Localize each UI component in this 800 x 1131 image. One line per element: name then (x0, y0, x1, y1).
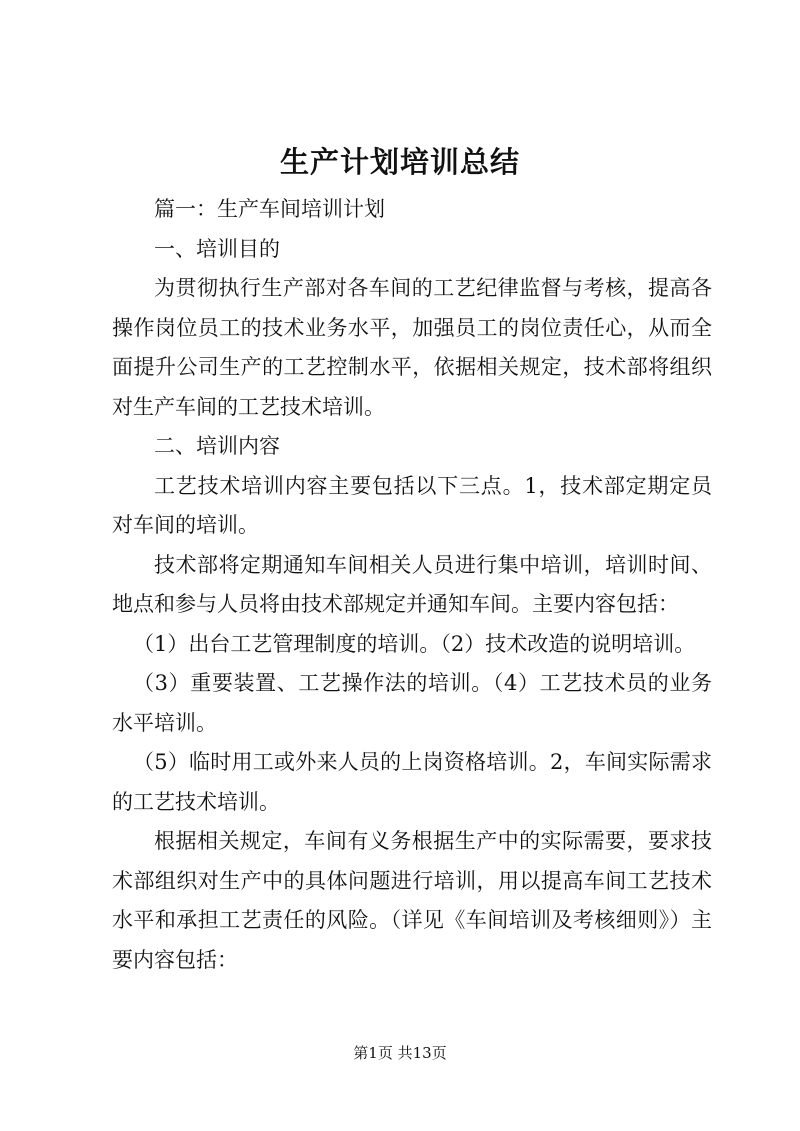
paragraph-list-items-3-4: （3）重要装置、工艺操作法的培训。（4）工艺技术员的业务水平培训。 (112, 671, 712, 735)
paragraph-section-heading: 篇一：生产车间培训计划 (154, 197, 385, 221)
document-body (112, 190, 712, 980)
paragraph-workshop-needs: 根据相关规定，车间有义务根据生产中的实际需要，要求技术部组织对生产中的具体问题进行培训，用以提高车间工艺技术水平和承担工艺责任的风险。（详见《车间培训及考核细则》）主要内容包括： (112, 829, 712, 972)
document-title: 生产计划培训总结 (279, 145, 520, 179)
page-number-footer: 第1页 共13页 (353, 1044, 447, 1062)
paragraph-training-purpose-heading: 一、培训目的 (154, 236, 280, 261)
paragraph-training-purpose: 为贯彻执行生产部对各车间的工艺纪律监督与考核，提高各操作岗位员工的技术业务水平，加强员工的岗位责任心，从而全面提升公司生产的工艺控制水平，依据相关规定，技术部将组织对生产车间的工艺技术培训。 (112, 276, 712, 419)
paragraph-list-item-5: （5）临时用工或外来人员的上岗资格培训。2，车间实际需求的工艺技术培训。 (112, 750, 712, 814)
paragraph-periodic-training: 技术部将定期通知车间相关人员进行集中培训，培训时间、地点和参与人员将由技术部规定并通知车间。主要内容包括： (112, 552, 712, 616)
paragraph-training-content-heading: 二、培训内容 (154, 434, 280, 458)
paragraph-list-items-1-2: （1）出台工艺管理制度的培训。（2）技术改造的说明培训。 (133, 631, 696, 656)
paragraph-content-overview: 工艺技术培训内容主要包括以下三点。1，技术部定期定员对车间的培训。 (112, 473, 712, 537)
